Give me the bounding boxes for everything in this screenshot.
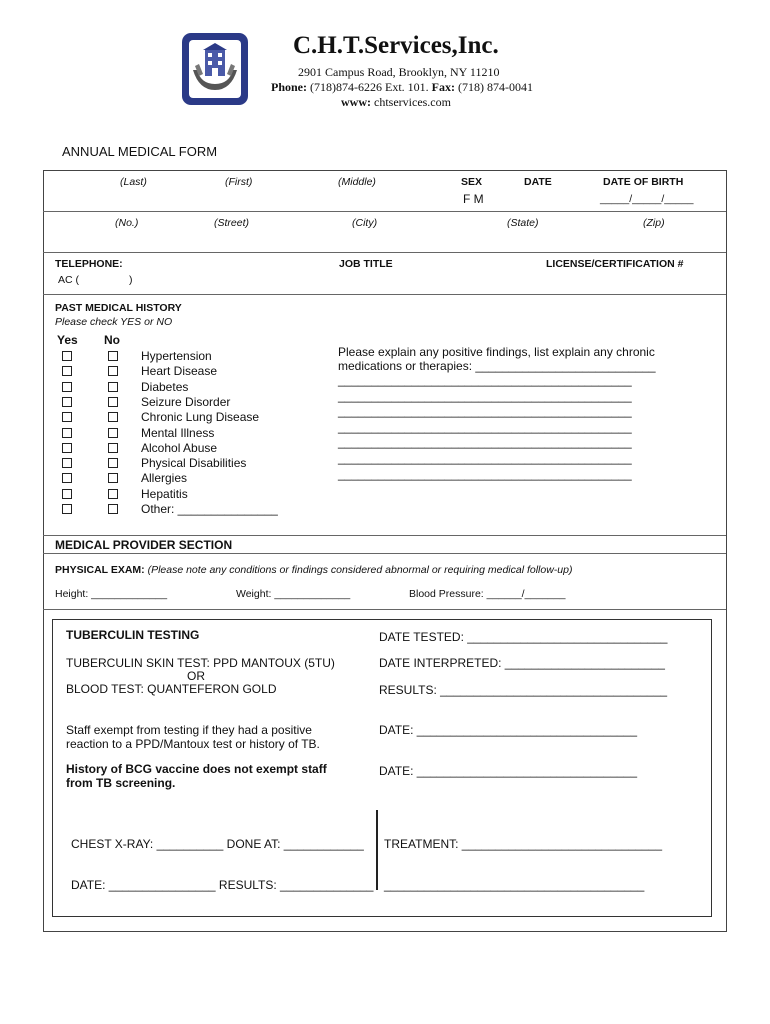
sex-label: SEX	[461, 176, 483, 188]
www-value: chtservices.com	[374, 95, 451, 109]
company-address: 2901 Campus Road, Brooklyn, NY 11210	[298, 65, 500, 79]
yes-checkbox[interactable]	[62, 443, 72, 453]
dob-field[interactable]: _____/_____/_____	[600, 193, 694, 205]
dob-label: DATE OF BIRTH	[603, 176, 684, 188]
explain-line[interactable]: ____________________________________________	[338, 451, 632, 465]
no-header: No	[104, 333, 120, 347]
phone-label: Phone:	[271, 80, 307, 94]
fax-label: Fax:	[431, 80, 455, 94]
physical-exam-note: (Please note any conditions or findings considered abnormal or requiring medical follow-up)	[147, 564, 573, 576]
xray-date-results-field[interactable]: DATE: ________________ RESULTS: ______________	[71, 878, 374, 892]
bcg-note-line2: from TB screening.	[66, 776, 176, 790]
history-title: PAST MEDICAL HISTORY	[55, 302, 182, 314]
vertical-divider	[376, 810, 378, 890]
no-checkbox[interactable]	[108, 504, 118, 514]
form-title: ANNUAL MEDICAL FORM	[62, 144, 218, 159]
yes-checkbox[interactable]	[62, 428, 72, 438]
company-name: C.H.T.Services,Inc.	[293, 32, 499, 59]
or-label: OR	[187, 669, 205, 683]
yes-checkbox[interactable]	[62, 504, 72, 514]
yes-checkbox[interactable]	[62, 397, 72, 407]
physical-exam-label: PHYSICAL EXAM:	[55, 564, 145, 576]
explain-prompt-line1: Please explain any positive findings, list explain any chronic	[338, 345, 655, 359]
condition-label: Heart Disease	[141, 364, 218, 379]
explain-line[interactable]: ____________________________________________	[338, 466, 632, 481]
yes-checkbox[interactable]	[62, 412, 72, 422]
no-checkbox[interactable]	[108, 428, 118, 438]
last-name-label[interactable]: (Last)	[120, 176, 147, 188]
blood-pressure-field[interactable]: Blood Pressure: ______/_______	[409, 588, 566, 600]
no-checkbox[interactable]	[108, 397, 118, 407]
area-code-field[interactable]: AC (	[58, 274, 79, 286]
yes-checkbox[interactable]	[62, 458, 72, 468]
divider	[43, 535, 726, 536]
telephone-label: TELEPHONE:	[55, 258, 123, 270]
provider-section-title: MEDICAL PROVIDER SECTION	[55, 538, 233, 552]
exempt-note-line1: Staff exempt from testing if they had a positive	[66, 723, 312, 737]
company-phone-fax	[271, 80, 533, 95]
condition-label: Hypertension	[141, 349, 212, 363]
street-label[interactable]: (Street)	[214, 217, 250, 229]
history-subtitle: Please check YES or NO	[55, 316, 173, 328]
explain-line[interactable]: ____________________________________________	[338, 373, 632, 387]
divider	[43, 252, 726, 253]
explain-line[interactable]: ____________________________________________	[338, 435, 632, 450]
divider	[43, 609, 726, 610]
skin-test-label: TUBERCULIN SKIN TEST: PPD MANTOUX (5TU)	[66, 656, 335, 670]
condition-label: Alcohol Abuse	[141, 440, 218, 455]
company-website	[341, 95, 451, 110]
yes-checkbox[interactable]	[62, 489, 72, 499]
explain-line[interactable]: ____________________________________________	[338, 388, 632, 403]
sex-options[interactable]: F M	[463, 192, 484, 206]
tuberculin-title: TUBERCULIN TESTING	[66, 628, 200, 642]
address-number-label[interactable]: (No.)	[115, 217, 139, 229]
yes-checkbox[interactable]	[62, 366, 72, 376]
date-interpreted-field[interactable]: DATE INTERPRETED: ________________________	[379, 656, 665, 670]
treatment-blank-field[interactable]: _______________________________________	[384, 878, 645, 892]
no-checkbox[interactable]	[108, 489, 118, 499]
divider	[43, 294, 726, 295]
company-logo	[182, 33, 248, 105]
condition-label: Hepatitis	[141, 486, 188, 501]
condition-label: Diabetes	[141, 379, 189, 394]
condition-label: Chronic Lung Disease	[141, 410, 260, 425]
no-checkbox[interactable]	[108, 458, 118, 468]
job-title-label[interactable]: JOB TITLE	[339, 258, 393, 270]
no-checkbox[interactable]	[108, 366, 118, 376]
explain-prompt-line2[interactable]: medications or therapies: ___________________________	[338, 359, 656, 373]
middle-name-label[interactable]: (Middle)	[338, 176, 376, 188]
no-checkbox[interactable]	[108, 473, 118, 483]
license-label[interactable]: LICENSE/CERTIFICATION #	[546, 258, 684, 270]
condition-label: Mental Illness	[141, 425, 215, 440]
yes-checkbox[interactable]	[62, 351, 72, 361]
physical-exam-row	[55, 564, 572, 576]
fax-value: (718) 874-0041	[457, 80, 533, 94]
height-field[interactable]: Height: _____________	[55, 588, 168, 600]
condition-label: Allergies	[141, 471, 188, 486]
results-field[interactable]: RESULTS: __________________________________	[379, 683, 668, 697]
explain-line[interactable]: ____________________________________________	[338, 419, 632, 434]
no-checkbox[interactable]	[108, 412, 118, 422]
city-label[interactable]: (City)	[352, 217, 378, 229]
area-code-close: )	[129, 274, 133, 286]
no-checkbox[interactable]	[108, 443, 118, 453]
no-checkbox[interactable]	[108, 351, 118, 361]
divider	[43, 553, 726, 554]
first-name-label[interactable]: (First)	[225, 176, 253, 188]
state-label[interactable]: (State)	[507, 217, 539, 229]
condition-label: Other: _______________	[141, 502, 278, 516]
date-tested-field[interactable]: DATE TESTED: ______________________________	[379, 630, 668, 644]
yes-checkbox[interactable]	[62, 382, 72, 392]
condition-label: Physical Disabilities	[141, 456, 247, 471]
treatment-field[interactable]: TREATMENT: ______________________________	[384, 837, 662, 851]
exempt-date-field[interactable]: DATE: _________________________________	[379, 723, 638, 737]
divider	[43, 211, 726, 212]
zip-label[interactable]: (Zip)	[643, 217, 665, 229]
bcg-date-field[interactable]: DATE: _________________________________	[379, 764, 638, 778]
condition-label: Seizure Disorder	[141, 394, 231, 409]
weight-field[interactable]: Weight: _____________	[236, 588, 351, 600]
yes-checkbox[interactable]	[62, 473, 72, 483]
blood-test-label: BLOOD TEST: QUANTEFERON GOLD	[66, 682, 277, 696]
date-label: DATE	[524, 176, 552, 188]
chest-xray-field[interactable]: CHEST X-RAY: __________ DONE AT: ____________	[71, 837, 364, 851]
www-label: www:	[341, 95, 371, 109]
phone-value: (718)874-6226 Ext. 101.	[310, 80, 429, 94]
explain-line[interactable]: ____________________________________________	[338, 404, 632, 419]
exempt-note-line2: reaction to a PPD/Mantoux test or history of TB.	[66, 737, 320, 751]
no-checkbox[interactable]	[108, 382, 118, 392]
yes-header: Yes	[57, 333, 78, 347]
hands-building-logo-icon	[189, 40, 241, 98]
bcg-note-line1: History of BCG vaccine does not exempt staff	[66, 762, 327, 776]
